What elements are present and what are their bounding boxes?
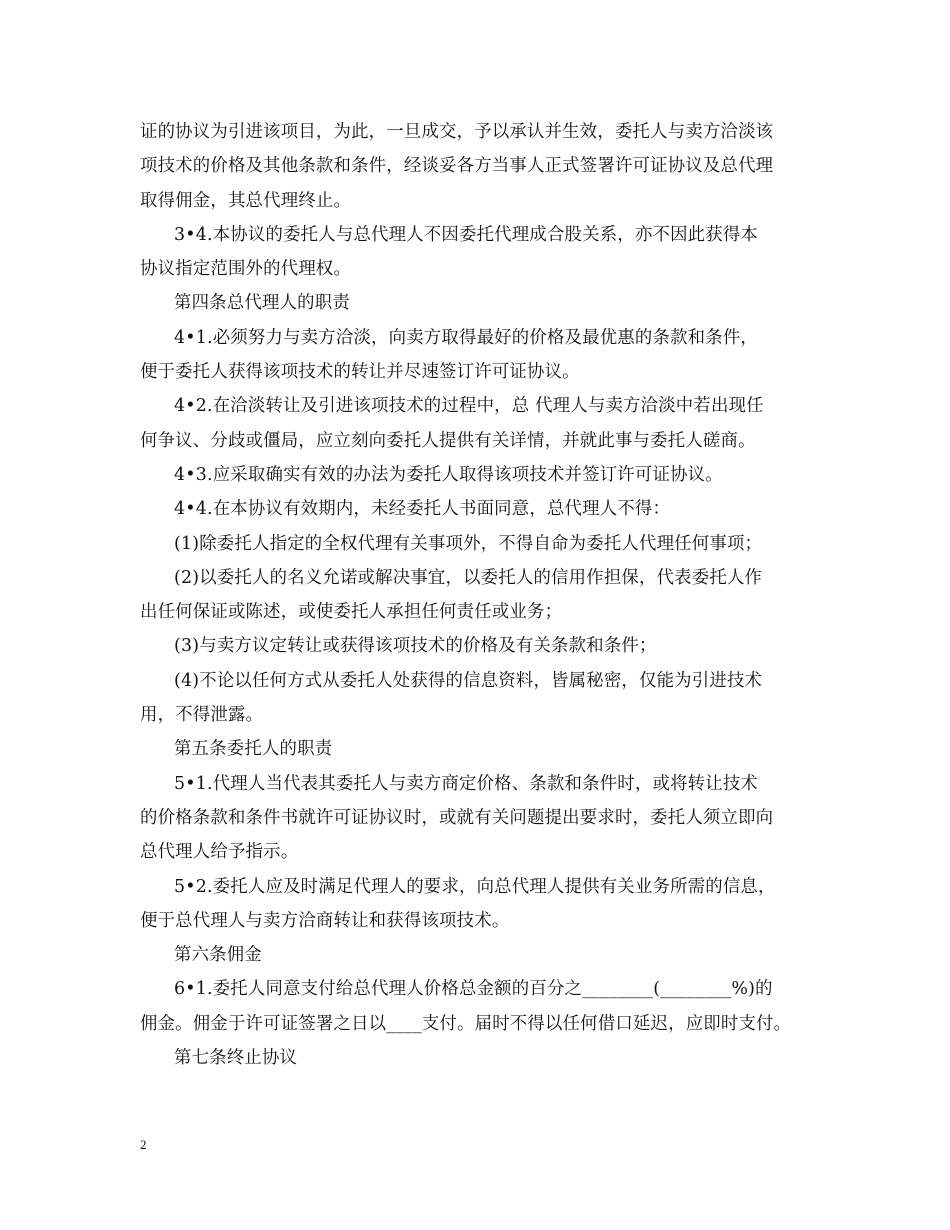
text-line: 取得佣金，其总代理终止。	[140, 190, 352, 211]
clause-6-1: 6•1.委托人同意支付给总代理人价格总金额的百分之________(________%)的	[174, 979, 773, 1000]
section-heading-4: 第四条总代理人的职责	[174, 293, 350, 314]
clause-5-2: 5•2.委托人应及时满足代理人的要求，向总代理人提供有关业务所需的信息，	[174, 876, 776, 897]
text-line: 项技术的价格及其他条款和条件，经谈妥各方当事人正式签署许可证协议及总代理	[140, 156, 774, 177]
clause-5-1: 5•1.代理人当代表其委托人与卖方商定价格、条款和条件时，或将转让技术	[174, 773, 759, 794]
clause-3-4: 3•4.本协议的委托人与总代理人不因委托代理成合股关系，亦不因此获得本	[174, 224, 759, 245]
item-1: (1)除委托人指定的全权代理有关事项外，不得自命为委托人代理任何事项；	[174, 533, 763, 554]
clause-4-4: 4•4.在本协议有效期内，未经委托人书面同意，总代理人不得：	[174, 499, 671, 520]
text-line: 佣金。佣金于许可证签署之日以____支付。届时不得以任何借口延迟，应即时支付。	[140, 1013, 792, 1034]
section-heading-6: 第六条佣金	[174, 945, 262, 966]
section-heading-7: 第七条终止协议	[174, 1048, 298, 1069]
clause-4-1: 4•1.必须努力与卖方洽淡，向卖方取得最好的价格及最优惠的条款和条件，	[174, 327, 759, 348]
text-line: 用，不得泄露。	[140, 705, 264, 726]
text-line: 总代理人给予指示。	[140, 842, 299, 863]
item-2: (2)以委托人的名义允诺或解决事宜，以委托人的信用作担保，代表委托人作	[174, 567, 763, 588]
clause-4-2: 4•2.在洽淡转让及引进该项技术的过程中，总 代理人与卖方洽淡中若出现任	[174, 396, 764, 417]
section-heading-5: 第五条委托人的职责	[174, 739, 333, 760]
text-line: 便于委托人获得该项技术的转让并尽速签订许可证协议。	[140, 362, 580, 383]
document-body	[140, 115, 820, 1075]
text-line: 协议指定范围外的代理权。	[140, 259, 352, 280]
page-number: 2	[140, 1137, 147, 1152]
item-3: (3)与卖方议定转让或获得该项技术的价格及有关条款和条件；	[174, 636, 657, 657]
text-line: 何争议、分歧或僵局，应立刻向委托人提供有关详情，并就此事与委托人磋商。	[140, 430, 756, 451]
clause-4-3: 4•3.应采取确实有效的办法为委托人取得该项技术并签订许可证协议。	[174, 464, 723, 485]
text-line: 便于总代理人与卖方洽商转让和获得该项技术。	[140, 910, 510, 931]
item-4: (4)不论以任何方式从委托人处获得的信息资料，皆属秘密，仅能为引进技术	[174, 670, 763, 691]
text-line: 的价格条款和条件书就许可证协议时，或就有关问题提出要求时，委托人须立即向	[140, 807, 774, 828]
text-line: 出任何保证或陈述，或使委托人承担任何责任或业务；	[140, 602, 563, 623]
text-line: 证的协议为引进该项目，为此，一旦成交，予以承认并生效，委托人与卖方洽淡该	[140, 122, 774, 142]
